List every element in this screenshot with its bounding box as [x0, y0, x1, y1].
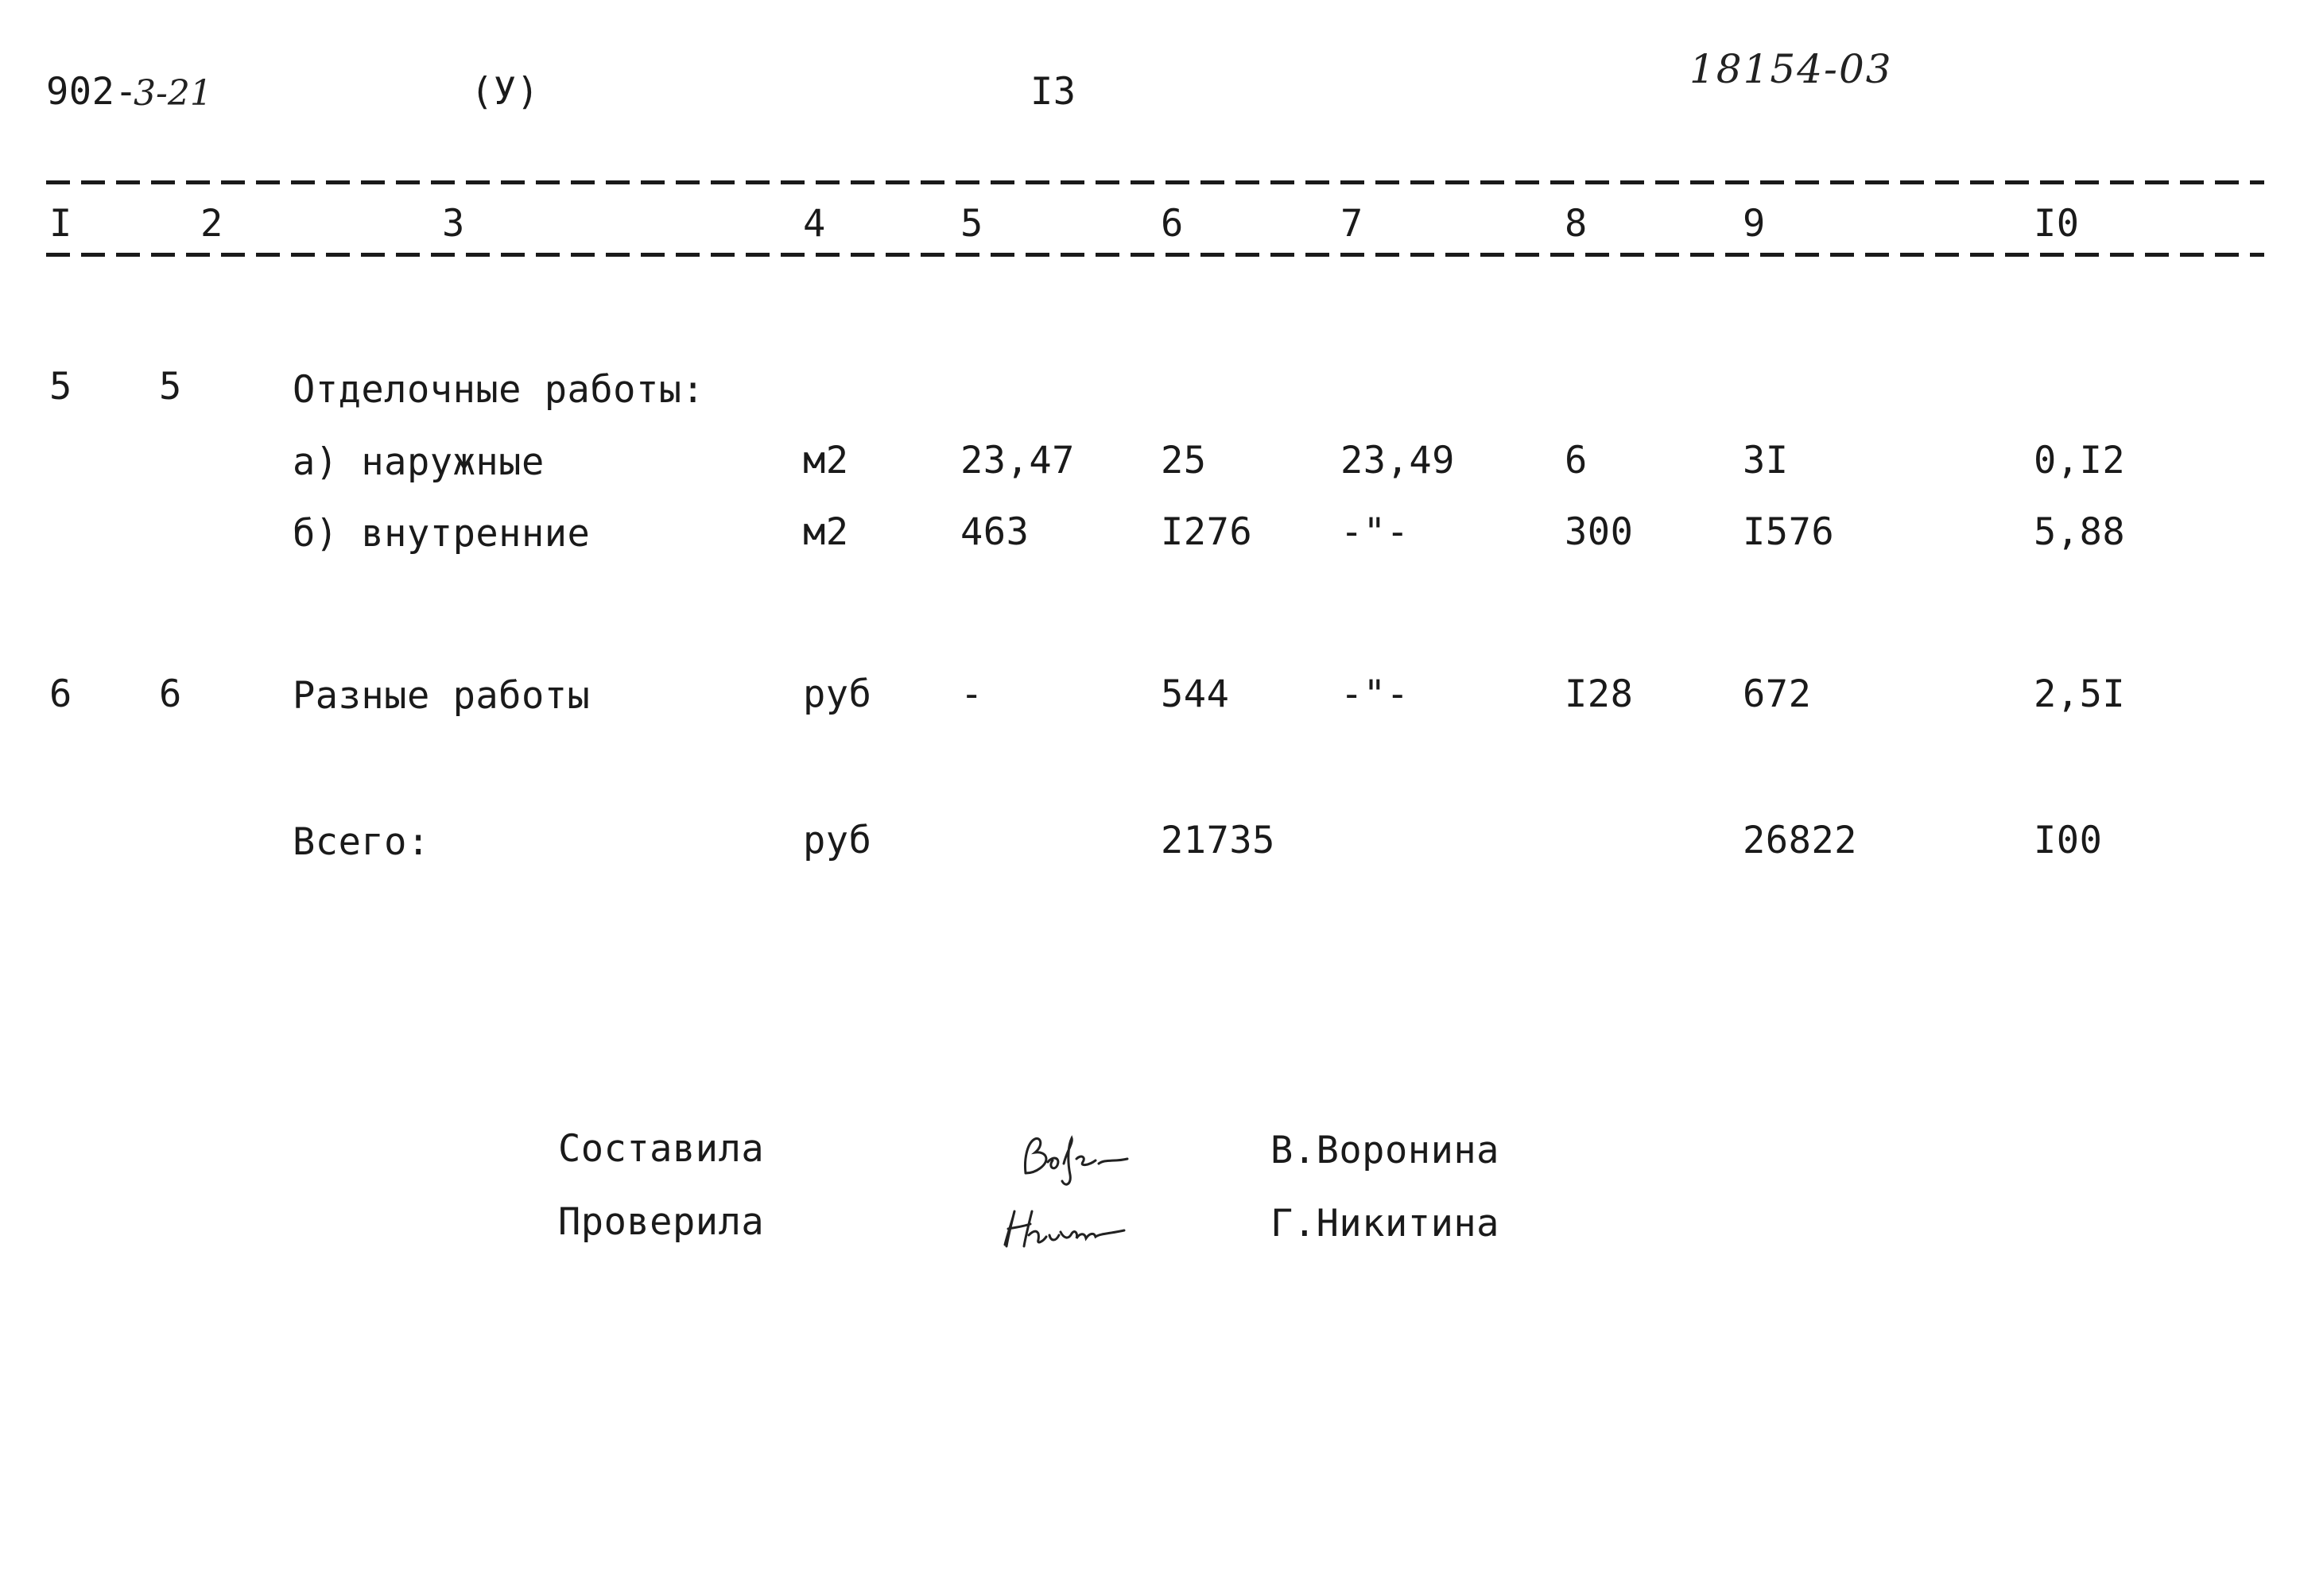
- signature-checker: [994, 1200, 1153, 1256]
- checker-name: Г.Никитина: [1270, 1202, 1499, 1245]
- row-5b-name: б) внутренние: [293, 512, 591, 556]
- variant-label: (У): [471, 70, 540, 114]
- col-header-4: 4: [803, 202, 826, 246]
- col-header-1: I: [49, 202, 72, 246]
- row-5b-col5: 463: [960, 510, 1030, 554]
- col-header-5: 5: [960, 202, 983, 246]
- row-5b-col10: 5,88: [2034, 510, 2126, 554]
- row-5a-col9: 3I: [1743, 439, 1789, 482]
- header-bottom-rule: [46, 253, 2264, 257]
- col-header-2: 2: [200, 202, 223, 246]
- row-5b-col7: -"-: [1340, 510, 1410, 554]
- row-5a-col10: 0,I2: [2034, 439, 2126, 482]
- row-5b-unit: м2: [803, 510, 849, 554]
- row-6-col6: 544: [1161, 672, 1230, 716]
- row-6-col8: I28: [1565, 672, 1634, 716]
- col-header-9: 9: [1743, 202, 1766, 246]
- row-5a-col7: 23,49: [1340, 439, 1455, 482]
- col-header-10: I0: [2034, 202, 2080, 246]
- page-number: I3: [1030, 70, 1076, 114]
- total-col6: 21735: [1161, 819, 1275, 862]
- row-6-col1: 6: [49, 672, 72, 716]
- row-5a-col5: 23,47: [960, 439, 1075, 482]
- row-6-col5: -: [960, 672, 983, 716]
- row-5-name: Отделочные работы:: [293, 368, 705, 412]
- col-header-6: 6: [1161, 202, 1184, 246]
- total-label: Всего:: [293, 820, 430, 864]
- row-5-col2: 5: [159, 365, 182, 409]
- checked-by-label: Проверила: [558, 1200, 765, 1244]
- row-5a-unit: м2: [803, 439, 849, 482]
- row-5a-col8: 6: [1565, 439, 1588, 482]
- doc-code-handwritten: 3-21: [134, 73, 212, 114]
- row-6-unit: руб: [803, 672, 872, 716]
- row-6-col10: 2,5I: [2034, 672, 2126, 716]
- doc-code: 902-: [46, 70, 138, 114]
- row-5a-name: а) наружные: [293, 440, 545, 484]
- row-6-col2: 6: [159, 672, 182, 716]
- total-col9: 26822: [1743, 819, 1857, 862]
- row-5b-col8: 300: [1565, 510, 1634, 554]
- header-top-rule: [46, 180, 2264, 184]
- total-col10: I00: [2034, 819, 2103, 862]
- compiled-by-label: Составила: [558, 1127, 765, 1171]
- col-header-7: 7: [1340, 202, 1363, 246]
- row-6-col9: 672: [1743, 672, 1812, 716]
- compiler-name: В.Воронина: [1270, 1129, 1499, 1172]
- row-5-col1: 5: [49, 365, 72, 409]
- row-6-name: Разные работы: [293, 674, 591, 718]
- total-unit: руб: [803, 819, 872, 862]
- col-header-8: 8: [1565, 202, 1588, 246]
- col-header-3: 3: [442, 202, 465, 246]
- row-5b-col9: I576: [1743, 510, 1835, 554]
- row-6-col7: -"-: [1340, 672, 1410, 716]
- row-5b-col6: I276: [1161, 510, 1253, 554]
- signature-compiler: [1016, 1127, 1159, 1191]
- row-5a-col6: 25: [1161, 439, 1207, 482]
- handwritten-number: 18154-03: [1689, 46, 1893, 92]
